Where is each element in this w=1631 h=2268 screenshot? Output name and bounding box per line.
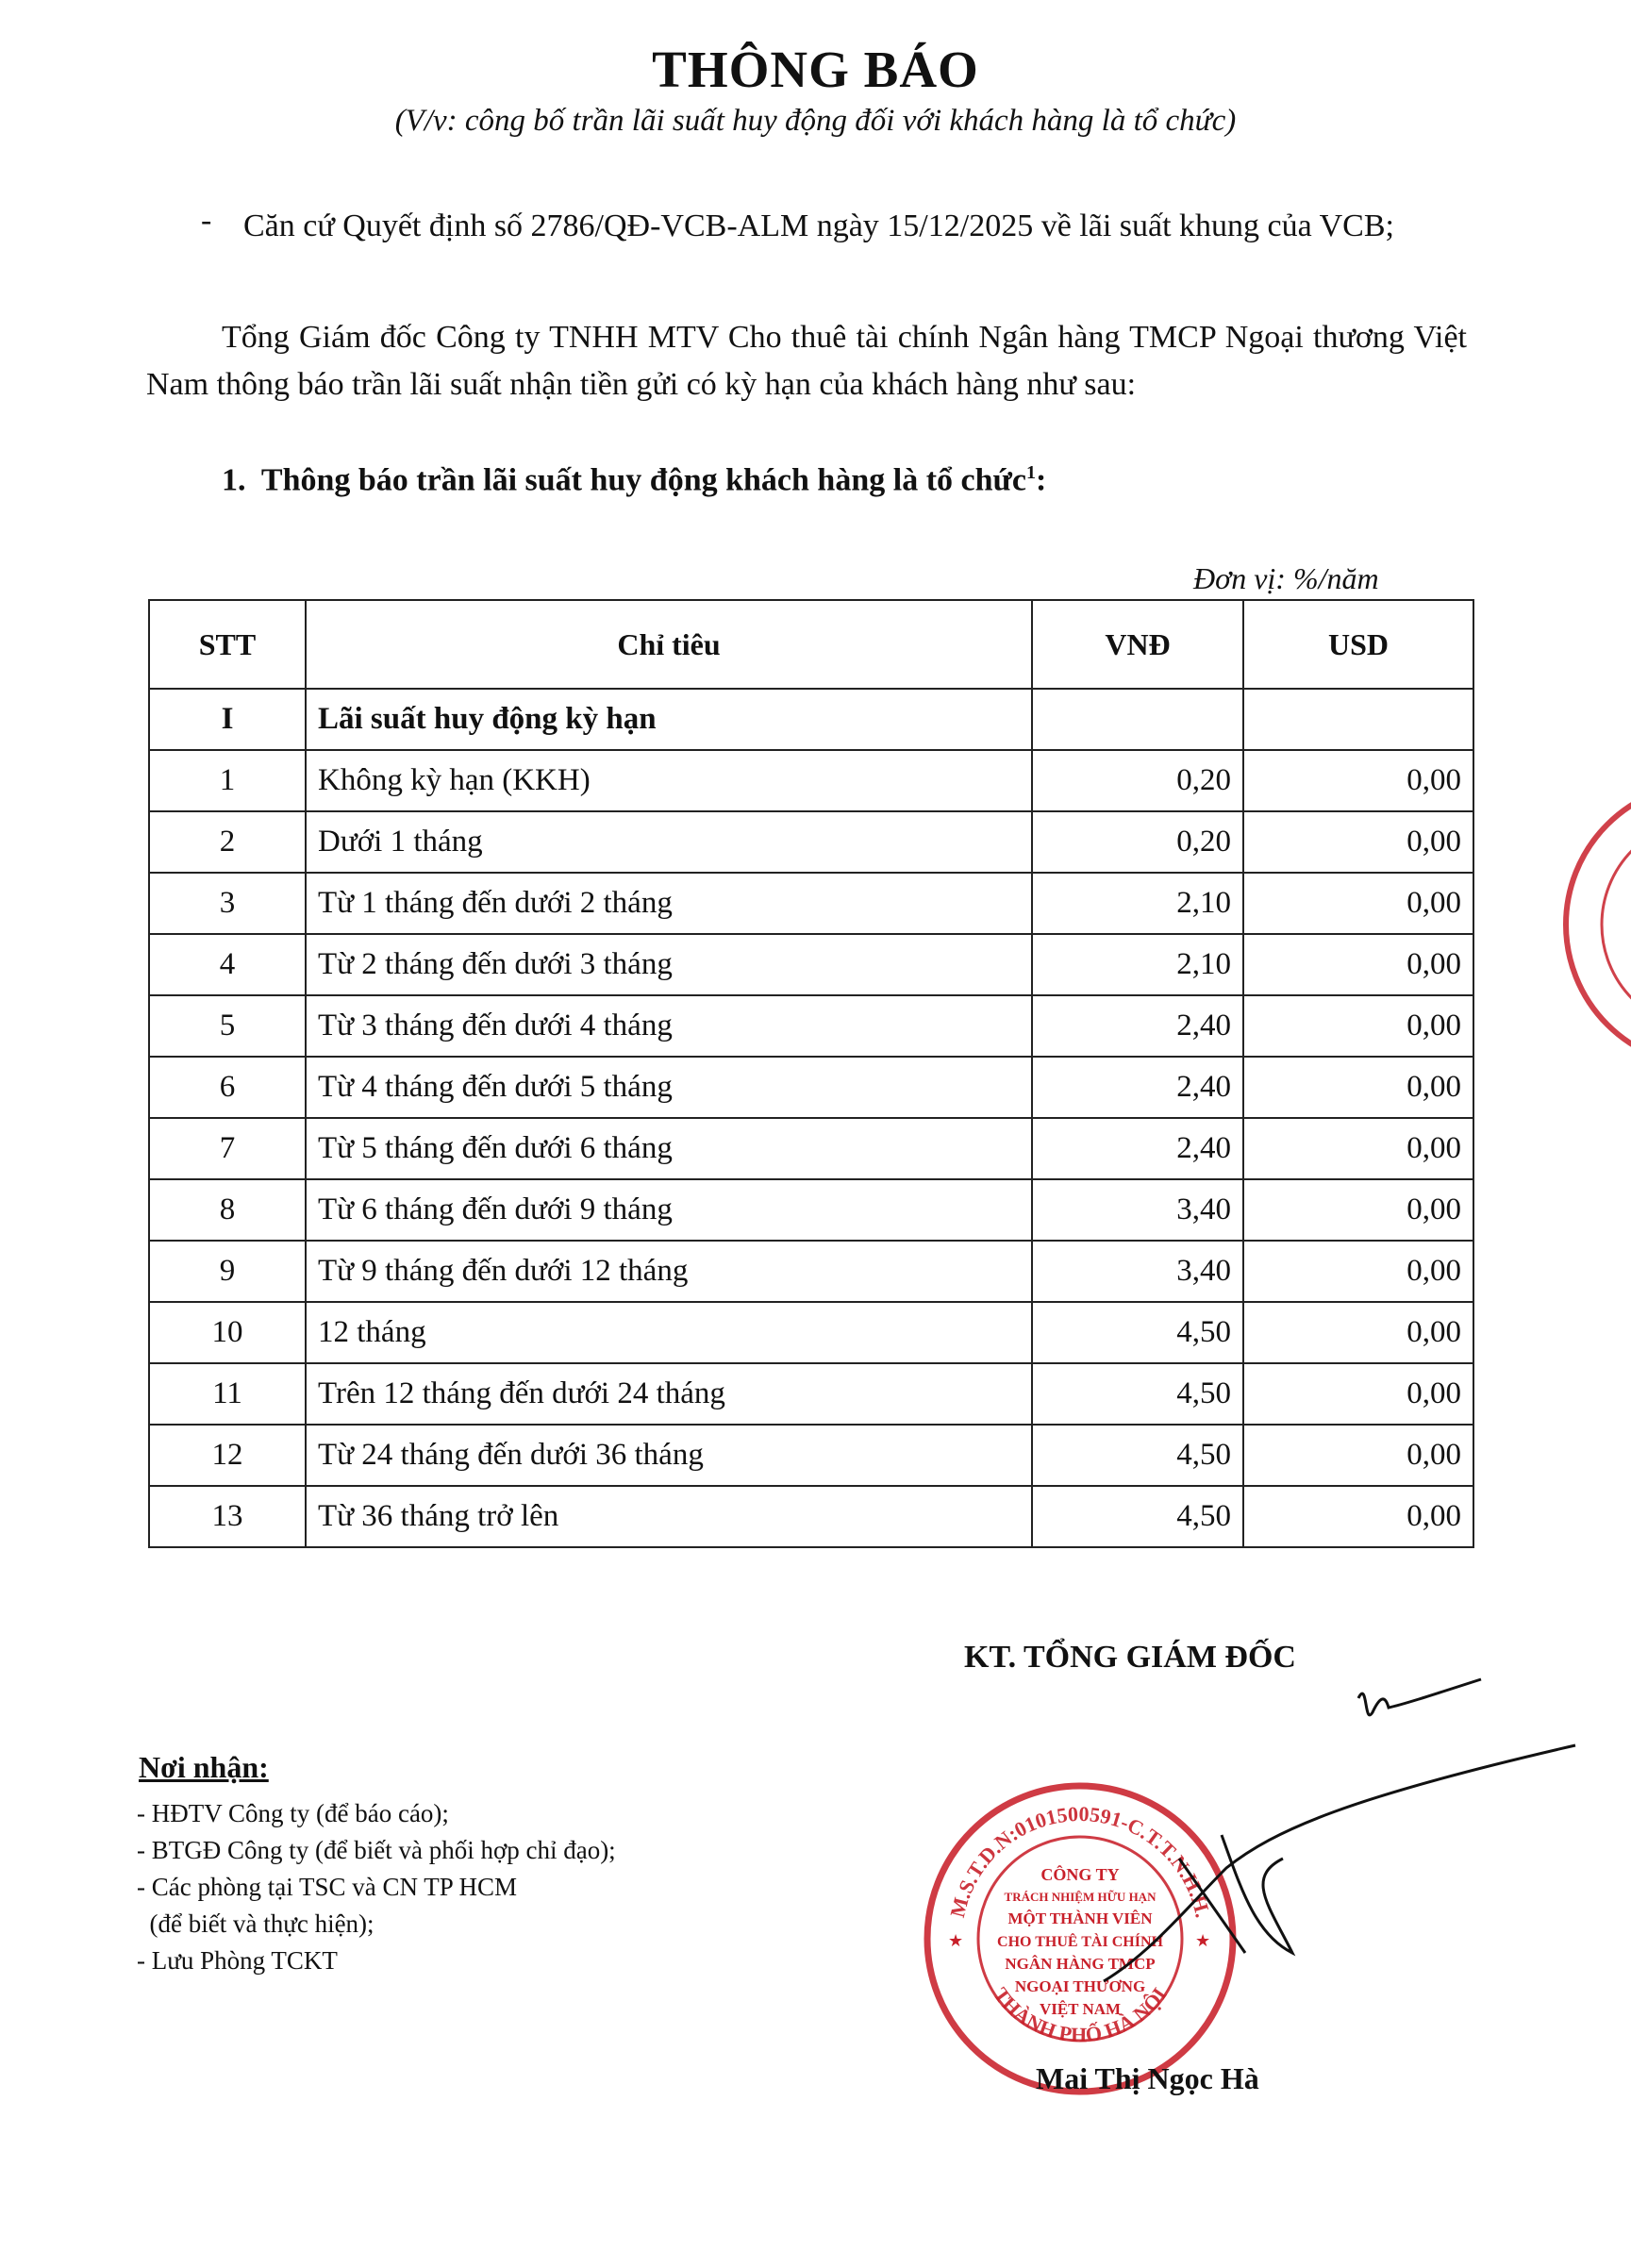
table-row [149, 1241, 1473, 1302]
seal-line: VIỆT NAM [1039, 2000, 1122, 2018]
table-row [149, 995, 1473, 1057]
row-label: Từ 2 tháng đến dưới 3 tháng [306, 934, 1032, 995]
row-usd: 0,00 [1243, 995, 1473, 1057]
row-label: Từ 6 tháng đến dưới 9 tháng [306, 1179, 1032, 1241]
row-usd: 0,00 [1243, 1302, 1473, 1363]
table-cut-off [132, 1580, 1500, 1618]
signer-title: KT. TỔNG GIÁM ĐỐC [964, 1640, 1296, 1675]
table-row [149, 1057, 1473, 1118]
section-title: Thông báo trần lãi suất huy động khách hàng là tổ chức [260, 462, 1027, 498]
row-label: Không kỳ hạn (KKH) [306, 750, 1032, 811]
intro-paragraph: Tổng Giám đốc Công ty TNHH MTV Cho thuê tài chính Ngân hàng TMCP Ngoại thương Việt Nam thông báo trần lãi suất nhận tiền gửi có kỳ hạn của khách hàng như sau: [146, 320, 1467, 402]
header-stt: STT [149, 600, 306, 689]
table-row [149, 811, 1473, 873]
row-label: Từ 5 tháng đến dưới 6 tháng [306, 1118, 1032, 1179]
table-row [149, 1302, 1473, 1363]
header-item: Chỉ tiêu [306, 600, 1032, 689]
basis-bullet: - [201, 203, 212, 238]
table-row [149, 1363, 1473, 1425]
row-label: Từ 9 tháng đến dưới 12 tháng [306, 1241, 1032, 1302]
row-label: Dưới 1 tháng [306, 811, 1032, 873]
row-stt: 9 [149, 1241, 306, 1302]
row-vnd: 4,50 [1032, 1363, 1243, 1425]
row-usd: 0,00 [1243, 750, 1473, 811]
seal-ring-text: M.S.T.D.N:0101500591-C.T.T.N.H.H. [945, 1801, 1215, 1920]
table-row [149, 934, 1473, 995]
row-label: Từ 24 tháng đến dưới 36 tháng [306, 1425, 1032, 1486]
recipient-item: - Lưu Phòng TCKT [137, 1946, 338, 1975]
seal-line: NGOẠI THƯƠNG [1014, 1977, 1146, 1995]
row-stt: 13 [149, 1486, 306, 1547]
recipient-item: - Các phòng tại TSC và CN TP HCM [137, 1873, 518, 1901]
recipient-item: - BTGĐ Công ty (để biết và phối hợp chỉ đạo); [137, 1836, 616, 1864]
row-usd: 0,00 [1243, 1425, 1473, 1486]
row-usd: 0,00 [1243, 1118, 1473, 1179]
row-stt: 5 [149, 995, 306, 1057]
row-stt: 6 [149, 1057, 306, 1118]
row-usd: 0,00 [1243, 1057, 1473, 1118]
row-stt: 11 [149, 1363, 306, 1425]
seal-line: CÔNG TY [1040, 1865, 1120, 1884]
row-vnd: 2,40 [1032, 1118, 1243, 1179]
section-heading [222, 462, 1046, 498]
row-usd: 0,00 [1243, 1179, 1473, 1241]
table-header-row [149, 600, 1473, 689]
row-label: Từ 3 tháng đến dưới 4 tháng [306, 995, 1032, 1057]
row-label: Từ 4 tháng đến dưới 5 tháng [306, 1057, 1032, 1118]
section-number: 1. [222, 462, 246, 498]
rate-table [148, 599, 1474, 1548]
group-vnd [1032, 689, 1243, 750]
row-label: Từ 1 tháng đến dưới 2 tháng [306, 873, 1032, 934]
row-usd: 0,00 [1243, 873, 1473, 934]
row-usd: 0,00 [1243, 1363, 1473, 1425]
recipients-heading: Nơi nhận: [139, 1750, 269, 1784]
table-row [149, 873, 1473, 934]
table-row [149, 1179, 1473, 1241]
side-stamp-icon [1547, 774, 1631, 1076]
row-vnd: 3,40 [1032, 1241, 1243, 1302]
row-vnd: 4,50 [1032, 1302, 1243, 1363]
seal-line: NGÂN HÀNG TMCP [1005, 1955, 1156, 1973]
row-stt: 10 [149, 1302, 306, 1363]
seal-line: MỘT THÀNH VIÊN [1007, 1909, 1153, 1927]
unit-label: Đơn vị: %/năm [1193, 561, 1379, 595]
row-vnd: 0,20 [1032, 811, 1243, 873]
table-group-row [149, 689, 1473, 750]
handwritten-signature-icon [1085, 1670, 1594, 2028]
row-usd: 0,00 [1243, 811, 1473, 873]
group-stt: I [149, 689, 306, 750]
seal-star-icon: ★ [948, 1931, 964, 1950]
seal-bottom-text: THÀNH PHỐ HÀ NỘI [989, 1982, 1172, 2047]
row-vnd: 2,40 [1032, 995, 1243, 1057]
row-stt: 12 [149, 1425, 306, 1486]
row-vnd: 2,40 [1032, 1057, 1243, 1118]
row-stt: 3 [149, 873, 306, 934]
row-label: Từ 36 tháng trở lên [306, 1486, 1032, 1547]
recipients-list [137, 1795, 616, 1979]
row-vnd: 3,40 [1032, 1179, 1243, 1241]
row-label: 12 tháng [306, 1302, 1032, 1363]
document-title: THÔNG BÁO [652, 41, 979, 98]
signer-name: Mai Thị Ngọc Hà [1036, 2061, 1259, 2095]
table-row [149, 1118, 1473, 1179]
header-vnd: VNĐ [1032, 600, 1243, 689]
legal-basis: Căn cứ Quyết định số 2786/QĐ-VCB-ALM ngày 15/12/2025 về lãi suất khung của VCB; [243, 208, 1394, 243]
row-vnd: 4,50 [1032, 1425, 1243, 1486]
row-vnd: 2,10 [1032, 934, 1243, 995]
row-usd: 0,00 [1243, 1486, 1473, 1547]
group-usd [1243, 689, 1473, 750]
table-row [149, 750, 1473, 811]
seal-line: TRÁCH NHIỆM HỮU HẠN [1004, 1890, 1157, 1904]
row-label: Trên 12 tháng đến dưới 24 tháng [306, 1363, 1032, 1425]
section-colon: : [1036, 462, 1047, 498]
table-row [149, 1425, 1473, 1486]
row-stt: 7 [149, 1118, 306, 1179]
row-vnd: 4,50 [1032, 1486, 1243, 1547]
row-vnd: 0,20 [1032, 750, 1243, 811]
recipient-item: - HĐTV Công ty (để báo cáo); [137, 1799, 449, 1827]
recipient-item: (để biết và thực hiện); [137, 1909, 374, 1938]
group-label: Lãi suất huy động kỳ hạn [306, 689, 1032, 750]
row-stt: 2 [149, 811, 306, 873]
document-subtitle: (V/v: công bố trần lãi suất huy động đối với khách hàng là tổ chức) [394, 104, 1237, 138]
row-stt: 8 [149, 1179, 306, 1241]
row-stt: 4 [149, 934, 306, 995]
row-stt: 1 [149, 750, 306, 811]
seal-line: CHO THUÊ TÀI CHÍNH [997, 1934, 1163, 1950]
footnote-marker: 1 [1026, 462, 1037, 483]
table-row [149, 1486, 1473, 1547]
header-usd: USD [1243, 600, 1473, 689]
row-usd: 0,00 [1243, 934, 1473, 995]
row-usd: 0,00 [1243, 1241, 1473, 1302]
row-vnd: 2,10 [1032, 873, 1243, 934]
seal-star-icon: ★ [1195, 1931, 1211, 1950]
